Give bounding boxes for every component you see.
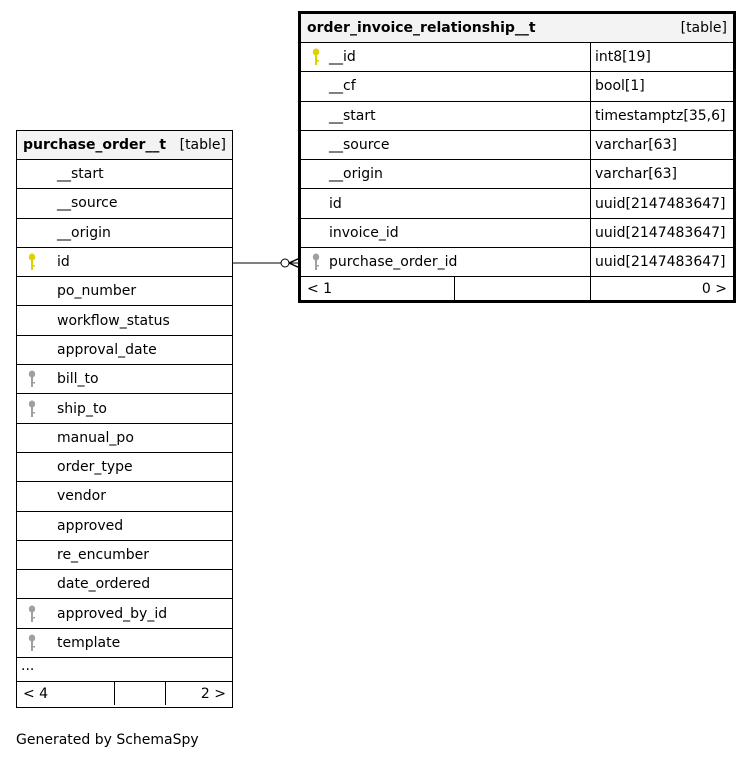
column-type: uuid[2147483647]: [590, 248, 726, 276]
column-type: varchar[63]: [590, 131, 677, 159]
footer-children-count: < 1: [301, 277, 455, 301]
crowfoot-lower: [289, 263, 300, 268]
column-name: id: [329, 195, 342, 212]
column-name: manual_po: [57, 429, 134, 446]
column-name: __cf: [329, 78, 356, 95]
crowfoot-upper: [289, 258, 300, 263]
column-name: po_number: [57, 283, 137, 300]
column-name: vendor: [57, 488, 106, 505]
table-tag: [table]: [680, 20, 727, 36]
zero-cardinality-circle: [281, 259, 289, 267]
column-type: uuid[2147483647]: [590, 189, 726, 217]
column-name: bill_to: [57, 371, 99, 388]
ellipsis: ...: [21, 658, 35, 675]
table-title: purchase_order__t: [23, 137, 167, 153]
column-type: int8[19]: [590, 43, 651, 71]
generated-by-credit: Generated by SchemaSpy: [16, 732, 199, 748]
column-name: id: [57, 254, 70, 271]
column-name: approval_date: [57, 341, 157, 358]
column-name: date_ordered: [57, 576, 151, 593]
column-name: __source: [57, 195, 118, 212]
footer-parents-count: 2 >: [200, 685, 226, 702]
column-name: order_type: [57, 459, 133, 476]
footer-parents-count: 0 >: [701, 281, 727, 298]
column-name: re_encumber: [57, 547, 150, 563]
table-title: order_invoice_relationship__t: [307, 20, 536, 36]
column-name: workflow_status: [57, 312, 170, 329]
table-tag: [table]: [179, 137, 226, 153]
footer-children-count: < 4: [17, 682, 115, 705]
column-name: __start: [329, 107, 376, 124]
column-name: __start: [57, 166, 104, 183]
column-name: invoice_id: [329, 224, 399, 241]
column-name: template: [57, 634, 121, 651]
column-type: timestamptz[35,6]: [590, 102, 725, 130]
column-name: purchase_order_id: [329, 254, 458, 271]
column-type: varchar[63]: [590, 160, 677, 188]
column-type: uuid[2147483647]: [590, 219, 726, 247]
column-name: __origin: [329, 166, 383, 183]
column-name: approved_by_id: [57, 605, 168, 622]
column-name: __id: [329, 49, 356, 66]
column-name: __origin: [57, 224, 111, 241]
column-name: __source: [329, 137, 390, 154]
column-name: approved: [57, 517, 124, 534]
column-name: ship_to: [57, 400, 107, 417]
column-type: bool[1]: [590, 72, 645, 100]
